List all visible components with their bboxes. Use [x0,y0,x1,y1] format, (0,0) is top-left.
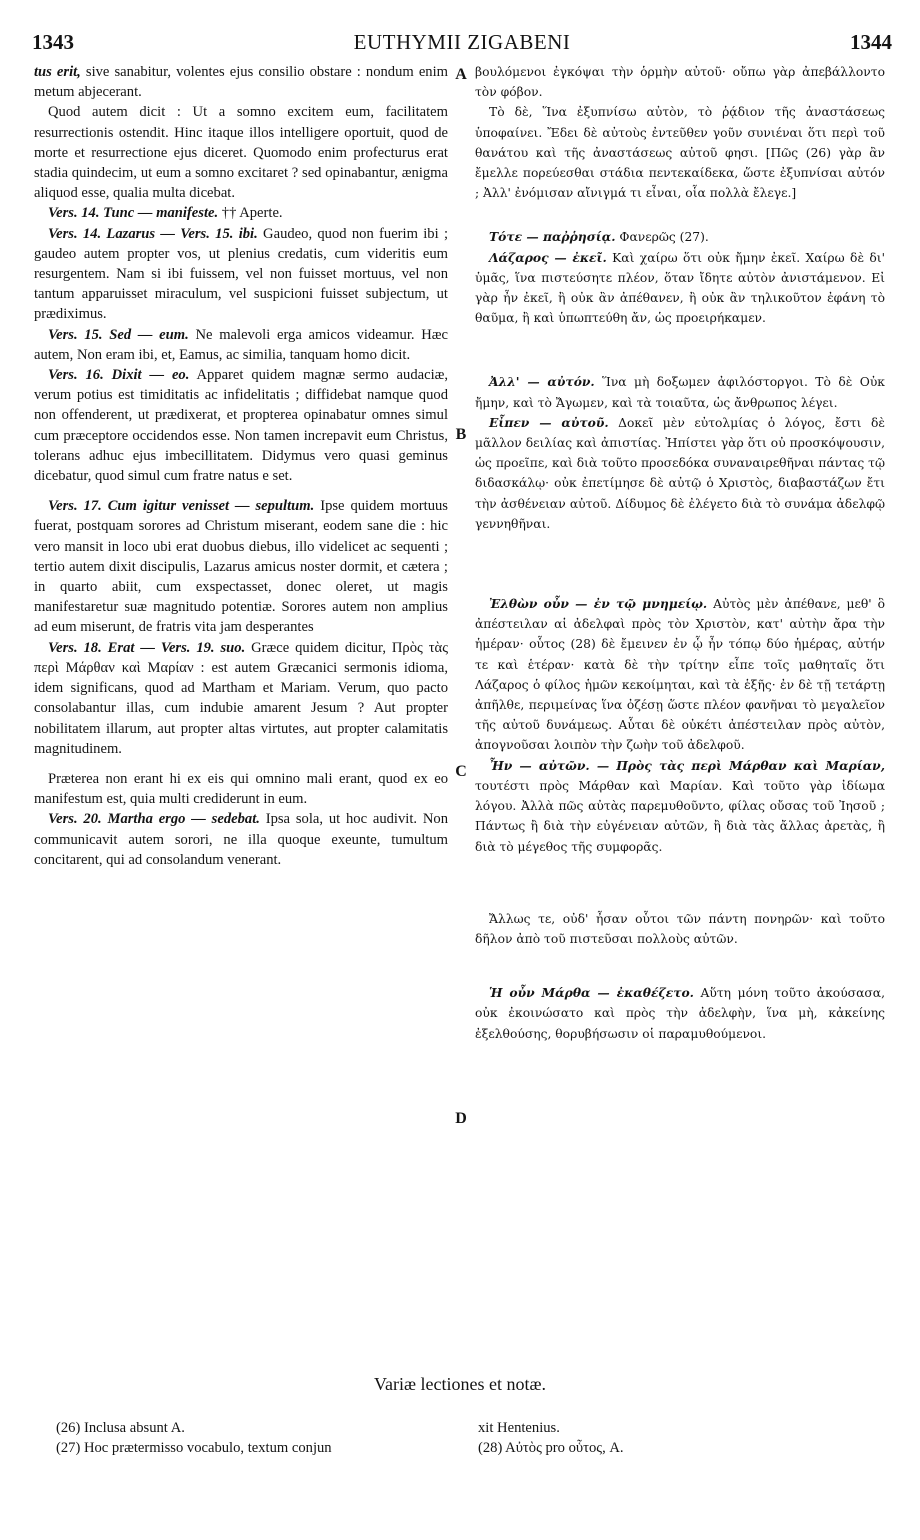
latin-text: sive sanabitur, volentes ejus consilio obstare : nondum enim metum abjecerant. [34,64,448,101]
latin-lemma: Vers. 16. Dixit — eo. [48,367,190,384]
latin-paragraph [34,62,448,102]
latin-paragraph [34,769,448,809]
latin-paragraph [34,638,448,759]
latin-paragraph [34,203,448,223]
margin-marker-a: A [455,66,467,83]
greek-text: Καὶ χαίρω ὅτι οὐκ ἤμην ἐκεῖ. Χαίρω δὲ δι' ὑμᾶς, ἵνα πιστεύσητε πλέον, ὅταν ἴδητε αὐτὸν ἀνιστάμενον. Εἰ γὰρ ἦν ἐκεῖ, ἢ οὐκ ἂν ἀπέθανεν, ἢ οὐκ ἂν τηλικοῦτον ἐφάνη τὸ θαῦμα, ἢ καὶ ὑπωπτεύθη ἄν, ὡς προειρήκαμεν. [475,250,886,326]
greek-paragraph [475,227,885,247]
latin-text: Præterea non erant hi ex eis qui omnino mali erant, quod ex eo manifestum est, quia multi crediderunt in eum. [34,770,448,808]
note-line: (27) Hoc prætermisso vocabulo, textum conjun [56,1440,332,1456]
page-number-left: 1343 [32,30,74,54]
running-title: EUTHYMII ZIGABENI [353,30,571,54]
greek-text: Φανερῶς (27). [615,230,709,245]
greek-text: τουτέστι πρὸς Μάρθαν καὶ Μαρίαν. Καὶ τοῦτο γὰρ ἰδίωμα λόγου. Ἀλλὰ πῶς αὐτὰς παρεμυθοῦντο, φίλας οὔσας τοῦ Ἰησοῦ ; Πάντως ἢ διὰ τὴν εὐγένειαν αὐτῶν, ἢ διὰ τὰς ἄλλας ἀρετὰς, ἢ διὰ τὸ μέγεθος τῆς συμφορᾶς. [475,778,885,854]
greek-lemma: Ἦν — αὐτῶν. — Πρὸς τὰς περὶ Μάρθαν καὶ Μαρίαν, [489,757,885,773]
greek-lemma: Εἶπεν — αὐτοῦ. [489,414,609,430]
greek-lemma: Λάζαρος — ἐκεῖ. [489,249,607,265]
greek-lemma: Ἡ οὖν Μάρθα — ἐκαθέζετο. [489,985,694,1001]
notes-right [478,1418,878,1458]
latin-paragraph [34,102,448,203]
latin-text: Ne malevoli erga amicos videamur. Hæc autem, Non eram ibi, et, Eamus, ac similia, tanquam homo dicit. [34,326,448,363]
latin-text: Apparet quidem magnæ sermo audaciæ, verum potius est timiditatis ac infidelitatis ; diffidebat namque quod non offenderent, ut prædixerat, et propterea opinabatur omnes simul cum præceptore occidendos esse. Non tamen increpavit eum Christus, tolerans adhuc ejus imbecillitatem. Didymus vero quasi geminus dicebatur, quod simul cum fratre natus e set. [34,367,449,485]
greek-paragraph [475,248,885,329]
latin-column [34,62,448,870]
greek-paragraph [475,756,885,857]
greek-lemma: Ἀλλ' — αὐτόν. [489,374,595,390]
greek-text: βουλόμενοι ἐγκόψαι τὴν ὁρμὴν αὐτοῦ· οὔπω γὰρ ἀπεβάλλοντο τὸν φόβον. [475,65,885,100]
greek-text: Δοκεῖ μὲν εὐτολμίας ὁ λόγος, ἔστι δὲ μᾶλλον δειλίας καὶ ἀπιστίας. Ἠπίστει γὰρ ὅτι οὐ προσκόψουσιν, ὡς προεῖπε, καὶ διὰ τοῦτο προσεδόκα συναναιρεθῆναι πάντας τῷ διδασκάλῳ· οὐκ ἐπετίμησε δὲ αὐτῷ ὁ Χριστὸς, διαβαστάζων ἔτι τὴν ἀσθένειαν αὐτοῦ. Δίδυμος δὲ ἐλέγετο διὰ τὸ συνάμα ἀδελφῷ γεννηθῆναι. [475,415,885,531]
greek-paragraph [475,102,885,203]
greek-text: Τὸ δὲ, Ἵνα ἐξυπνίσω αὐτὸν, τὸ ῥᾴδιον τῆς ἀναστάσεως ὑποφαίνει. Ἔδει δὲ αὐτοὺς ἐντεῦθεν γοῦν συνιέναι ὅτι περὶ τοῦ θανάτου καὶ τῆς ἀναστάσεως αὐτοῦ φησι. [Πῶς (26) γὰρ ἂν ἔμελλε πορεύεσθαι στάδια πεντεκαίδεκα, ὥστε ἐξυπνίσαι αὐτόν ; Ἀλλ' ἐνόμισαν αἴνιγμά τι εἶναι, οἷα πολλὰ ἔλεγε.] [475,105,885,201]
latin-lemma: Vers. 20. Martha ergo — sedebat. [48,811,260,828]
page-header [32,30,892,60]
greek-paragraph [475,413,885,534]
greek-paragraph [475,983,885,1044]
latin-text: Græce quidem dicitur, Πρὸς τὰς περὶ Μάρθαν καὶ Μαρίαν : est autem Græcanici sermonis idioma, idem significans, quod ad Martham et Mariam. Verum, quo pacto consolabantur illas, cum indubie amarent Jesum ? Aut propter nobilitatem illarum, aut propter altas virtutes, aut propter calamitatis magnitudinem. [34,639,448,757]
latin-paragraph [34,365,448,486]
greek-text: Αὕτη μόνη τοῦτο ἀκούσασα, οὐκ ἐκοινώσατο καὶ πρὸς τὴν ἀδελφὴν, ἵνα μὴ, κἀκείνης ἐξελθούσης, θορυβήσωσιν οἱ παραμυθούμενοι. [475,986,885,1041]
latin-paragraph [34,809,448,870]
latin-paragraph [34,496,448,637]
latin-text: Ipse quidem mortuus fuerat, postquam sorores ad Christum miserant, eodem sane die : hic vero mansit in loco ubi erat duobus diebus, illo videlicet ac sequenti ; tertio autem dixit discipulis, Lazarus amicus noster dormit, et cætera ; in quarto abiit, cum exspectasset, donec oleret, ut magis manifestaretur suæ magnitudo potentiæ. Sorores autem non amplius ad eum miserunt, de fratris vita jam desperantes [34,498,448,636]
latin-paragraph [34,224,448,325]
greek-text: Ἵνα μὴ δοξωμεν ἀφιλόστοργοι. Τὸ δὲ Οὐκ ἤμην, καὶ τὸ Ἄγωμεν, καὶ τὰ τοιαῦτα, ὡς ἄνθρωπος λέγει. [475,375,885,410]
greek-lemma: Ἐλθὼν οὖν — ἐν τῷ μνημείῳ. [489,596,708,612]
latin-lemma: Vers. 14. Tunc — manifeste. [48,205,219,222]
greek-paragraph [475,62,885,102]
margin-marker-d: D [455,1110,467,1127]
page-number-right: 1344 [850,30,892,54]
latin-text: Quod autem dicit : Ut a somno excitem eum, facilitatem resurrectionis ostendit. Hinc itaque illos intelligere oportuit, quod de morte et resurrectione ejus diceret. Quomodo enim profecturus erat stadia quindecim, ut eum a somno excitaret ? sed opinabantur, ænigma aliquod esse, qualia multa dicebat. [34,104,448,202]
latin-lemma: Vers. 18. Erat — Vers. 19. suo. [48,639,246,656]
margin-marker-b: B [455,426,467,443]
latin-paragraph [34,325,448,365]
note-line: (26) Inclusa absunt A. [56,1420,185,1436]
latin-lemma: Vers. 15. Sed — eum. [48,326,189,343]
note-line: xit Hentenius. [478,1420,560,1436]
greek-lemma: Τότε — παῤῥησίᾳ. [489,229,616,245]
greek-column [475,62,885,1044]
latin-text: Gaudeo, quod non fuerim ibi ; gaudeo autem propter vos, ut plenius credatis, cum videritis eum resurgentem. Nam si ibi fuissem, vel non fuisset mortuus, vel non tantum apparuisset miraculum, vel suspicioni fuisset subjectum, ut prædiximus. [34,225,448,323]
latin-lemma: Vers. 14. Lazarus — Vers. 15. ibi. [48,225,258,242]
latin-lemma: Vers. 17. Cum igitur venisset — sepultum. [48,498,315,515]
greek-paragraph [475,909,885,949]
notes-left [56,1418,456,1458]
latin-text: †† Aperte. [218,205,283,222]
greek-paragraph [475,594,885,756]
greek-text: Αὐτὸς μὲν ἀπέθανε, μεθ' ὃ ἀπέστειλαν αἱ ἀδελφαὶ πρὸς τὸν Χριστὸν, κατ' αὐτὴν ἄρα τὴν ἡμέραν· οὗτος (28) δὲ ἔμεινεν ἐν ᾧ ἦν τόπῳ δύο ἡμέρας, αὐτήν τε καὶ ἑτέραν· κατὰ δὲ τὴν τρίτην εἶπε τοῖς μαθηταῖς ὅτι Λάζαρος ὁ φίλος ἡμῶν κεκοίμηται, καὶ τὰ ἑξῆς· ἐν δὲ τῇ τετάρτῃ ἀπῆλθε, περιμείνας ἵνα ὀζέσῃ ὥστε πλέον φανῆναι τὸ μεγαλεῖον τῆς αὐτοῦ δυνάμεως. Αὗται δὲ οὐκέτι ἀπέστειλαν πρὸς αὐτὸν, ἀπογνοῦσαι λοιπὸν τὴν ζωὴν τοῦ ἀδελφοῦ. [475,597,885,753]
notes-title: Variæ lectiones et notæ. [374,1374,546,1394]
latin-text: Ipsa sola, ut hoc audivit. Non communicavit autem sorori, ne illa quoque exeunte, tumultum concitarent, qui ad consolandum venerant. [34,811,448,868]
margin-marker-c: C [455,763,467,780]
note-line: (28) Αὐτὸς pro οὗτος, A. [478,1440,624,1456]
greek-paragraph [475,372,885,412]
latin-lemma: tus erit, [34,64,81,80]
greek-text: Ἄλλως τε, οὐδ' ἦσαν οὗτοι τῶν πάντη πονηρῶν· καὶ τοῦτο δῆλον ἀπὸ τοῦ πιστεῦσαι πολλοὺς αὐτῶν. [475,911,885,946]
